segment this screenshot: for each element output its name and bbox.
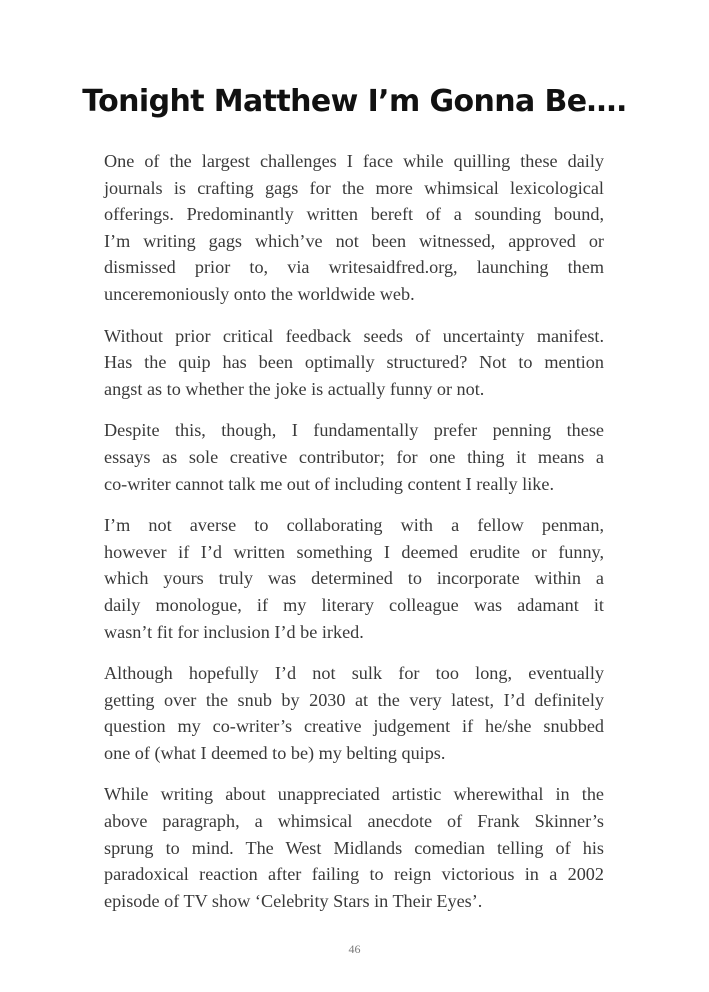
- text-line: One of the largest challenges I face while quilling these daily: [104, 151, 604, 171]
- text-line: Despite this, though, I fundamentally prefer penning these: [104, 420, 604, 441]
- paragraph: [104, 323, 604, 403]
- text-line: wasn’t fit for inclusion I’d be irked.: [104, 621, 364, 642]
- text-line: sprung to mind. The West Midlands comedian telling of his: [104, 837, 604, 858]
- text-line: getting over the snub by 2030 at the very latest, I’d definitely: [104, 689, 604, 710]
- page-title: Tonight Matthew I’m Gonna Be….: [82, 84, 627, 119]
- text-line: daily monologue, if my literary colleague was adamant it: [104, 594, 604, 615]
- text-line: offerings. Predominantly written bereft of a sounding bound,: [104, 204, 604, 225]
- text-line: paradoxical reaction after failing to reign victorious in a 2002: [104, 864, 604, 885]
- text-line: angst as to whether the joke is actually funny or not.: [104, 378, 485, 399]
- text-line: which yours truly was determined to incorporate within a: [104, 568, 604, 589]
- text-line: Without prior critical feedback seeds of uncertainty manifest.: [104, 325, 604, 346]
- page-number: 46: [348, 942, 361, 956]
- text-line: While writing about unappreciated artistic wherewithal in the: [104, 784, 604, 805]
- text-line: question my co-writer’s creative judgement if he/she snubbed: [104, 716, 604, 737]
- paragraph: [104, 512, 604, 645]
- text-line: unceremoniously onto the worldwide web.: [104, 283, 415, 304]
- paragraph: [104, 417, 604, 497]
- paragraph: [104, 148, 604, 308]
- text-line: episode of TV show ‘Celebrity Stars in Their Eyes’.: [104, 890, 483, 911]
- text-line: Although hopefully I’d not sulk for too long, eventually: [104, 663, 604, 684]
- text-line: I’m not averse to collaborating with a fellow penman,: [104, 515, 604, 536]
- paragraph: [104, 781, 604, 914]
- paragraph: [104, 660, 604, 766]
- text-line: above paragraph, a whimsical anecdote of Frank Skinner’s: [104, 811, 604, 832]
- text-line: however if I’d written something I deemed erudite or funny,: [104, 541, 604, 562]
- text-line: one of (what I deemed to be) my belting quips.: [104, 742, 446, 763]
- text-line: dismissed prior to, via writesaidfred.org, launching them: [104, 257, 604, 278]
- text-line: co-writer cannot talk me out of including content I really like.: [104, 473, 554, 494]
- text-line: journals is crafting gags for the more whimsical lexicological: [104, 177, 604, 198]
- text-line: Has the quip has been optimally structured? Not to mention: [104, 352, 604, 373]
- article-body: [104, 148, 604, 929]
- text-line: I’m writing gags which’ve not been witnessed, approved or: [104, 230, 604, 251]
- text-line: essays as sole creative contributor; for one thing it means a: [104, 446, 604, 467]
